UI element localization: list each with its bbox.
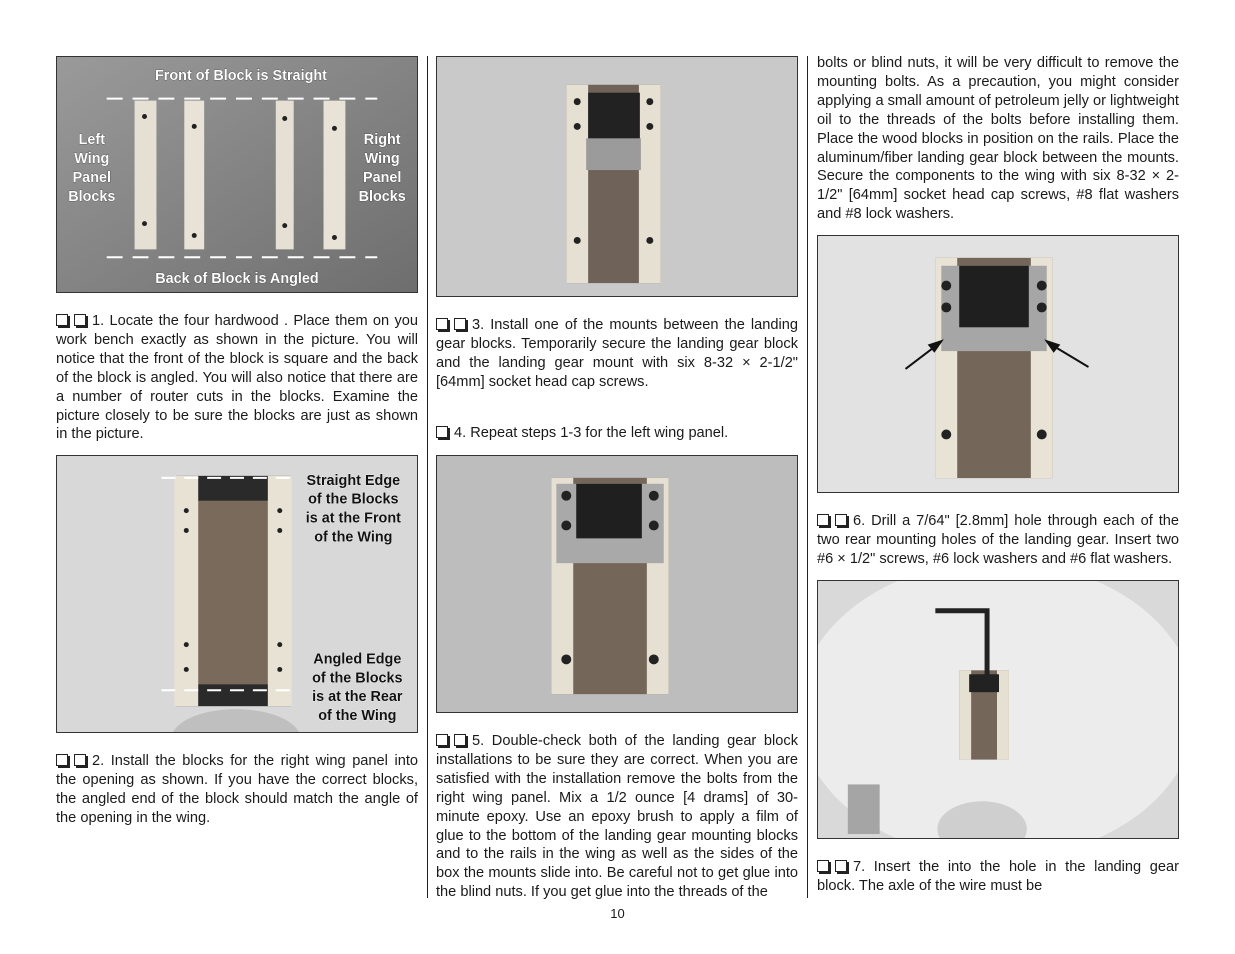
figure-wing-panel-blocks [56,56,418,293]
step-6: 6. Drill a 7/64" [2.8mm] hole through each of the two rear mounting holes of the landing gear. Insert two #6 × 1/2" screws, #6 lock washers and #6 flat washers. [817,513,1179,567]
page-number: 10 [610,906,625,921]
checkbox[interactable] [56,754,68,766]
figure1-left-label: Left [78,132,106,149]
figure-blocks-installed [56,455,418,733]
figure2-top-label: is at the Front [305,510,401,527]
figure1-right-label: Wing [364,151,400,168]
checkbox[interactable] [74,314,86,326]
checkbox[interactable] [436,318,448,330]
figure-wire-insertion [817,580,1179,839]
checkbox[interactable] [817,514,829,526]
checkbox[interactable] [436,734,448,746]
figure1-bottom-label: Back of Block is Angled [155,271,319,288]
checkbox[interactable] [835,514,847,526]
figure-landing-gear-mount [436,56,798,297]
figure-landing-gear-block-installed [436,455,798,713]
figure1-right-label: Blocks [358,188,406,205]
figure1-top-label: Front of Block is Straight [154,67,327,84]
figure2-bottom-label: Angled Edge [313,651,402,668]
figure1-left-label: Wing [74,151,110,168]
checkbox[interactable] [454,734,466,746]
step-7: 7. Insert the into the hole in the landing gear block. The axle of the wire must be [817,859,1179,894]
figure2-top-label: of the Blocks [308,491,399,508]
checkbox[interactable] [436,426,448,438]
column-divider [427,56,428,898]
step-1: 1. Locate the four hardwood . Place them on you work bench exactly as shown in the picture. You will notice that the front of the block is square and the back of the block is angled. You will also notice that there are a number of router cuts in the blocks. Examine the picture closely to be sure the blocks are just as shown in the picture. [56,313,418,443]
step-5: 5. Double-check both of the landing gear block installations to be sure they are correct. When you are satisfied with the installation remove the bolts from the right wing panel. Mix a 1/2 ounce [4 drams] of 30-minute epoxy. Use an epoxy brush to apply a film of glue to the bottom of the landing gear mounting blocks and to the rails in the wing as well as the sides of the box the mounts slide into. Be careful not to get glue into the blind nuts. If you get glue into the threads of the [436,733,798,901]
figure-rear-mounting-holes [817,235,1179,493]
step-2: 2. Install the blocks for the right wing panel into the opening as shown. If you have the correct blocks, the angled end of the block should match the angle of the opening in the wing. [56,753,418,826]
figure2-bottom-label: is at the Rear [312,689,403,706]
figure2-bottom-label: of the Wing [318,708,397,725]
checkbox[interactable] [817,860,829,872]
figure2-bottom-label: of the Blocks [312,670,403,687]
checkbox[interactable] [74,754,86,766]
step-5-continued: bolts or blind nuts, it will be very difficult to remove the mounting bolts. As a precaution, you might consider applying a small amount of petroleum jelly or lightweight oil to the threads of the bolts before installing them. Place the wood blocks in position on the rails. Place the aluminum/fiber landing gear block between the mounts. Secure the components to the wing with six 8-32 × 2-1/2" [64mm] socket head cap screws, #8 flat washers and #8 lock washers. [817,55,1179,223]
step-4: 4. Repeat steps 1-3 for the left wing panel. [436,424,798,443]
figure1-right-label: Panel [362,169,402,186]
figure1-right-label: Right [363,132,401,149]
checkbox[interactable] [56,314,68,326]
column-divider [807,56,808,898]
figure1-left-label: Panel [72,169,112,186]
figure2-top-label: of the Wing [314,529,393,546]
figure2-top-label: Straight Edge [306,472,401,489]
checkbox[interactable] [835,860,847,872]
checkbox[interactable] [454,318,466,330]
step-3: 3. Install one of the mounts between the landing gear blocks. Temporarily secure the landing gear block and the landing gear mount with six 8-32 × 2-1/2" [64mm] socket head cap screws. [436,317,798,390]
figure1-left-label: Blocks [68,188,116,205]
